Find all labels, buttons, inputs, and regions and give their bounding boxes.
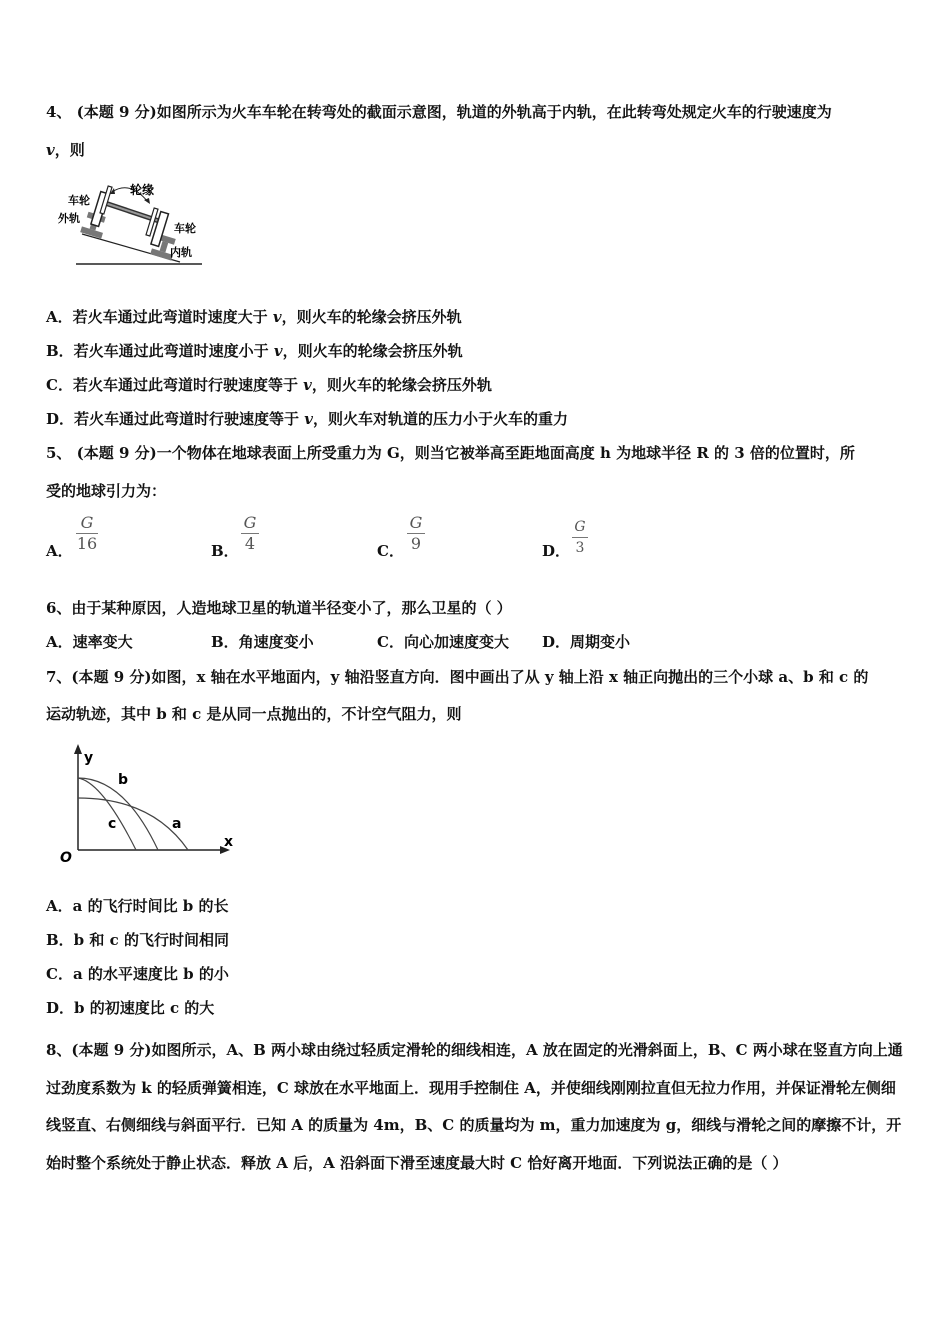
q5-option-a-den: 16 [76, 534, 98, 553]
q7-option-c: C．a 的水平速度比 b 的小 [46, 965, 229, 983]
q4-option-c: C．若火车通过此弯道时行驶速度等于 v，则火车的轮缘会挤压外轨 [46, 376, 492, 394]
q5-option-a-num: G [80, 513, 94, 532]
q7-label-origin: O [60, 850, 72, 866]
q4-stem-line2-rest: ，则 [54, 141, 85, 159]
q5-stem-line1: 5、 (本题 9 分)一个物体在地球表面上所受重力为 G，则当它被举高至距地面高度 h 为地球半径 R 的 3 倍的位置时，所 [46, 444, 855, 462]
q6-option-a: A．速率变大 [46, 633, 133, 651]
q5-option-d-den: 3 [575, 540, 585, 556]
q7-option-b: B．b 和 c 的飞行时间相同 [46, 931, 229, 949]
q6-option-c: C．向心加速度变大 [377, 633, 509, 651]
q5-option-d-num: G [574, 519, 586, 535]
q7-label-x: x [224, 834, 234, 850]
q4-label-inner-rail: 内轨 [170, 246, 192, 259]
q4-label-flange: 轮缘 [130, 183, 155, 197]
q5-stem-line2: 受的地球引力为： [46, 482, 167, 500]
q6-option-d: D．周期变小 [542, 633, 631, 651]
q4-stem-line1: 4、 (本题 9 分)如图所示为火车车轮在转弯处的截面示意图，轨道的外轨高于内轨，在此转弯处规定火车的行驶速度为 [46, 103, 832, 121]
q5-option-c-label: C． [377, 542, 404, 560]
q5-option-b-den: 4 [244, 534, 256, 553]
q7-label-c: c [108, 816, 117, 832]
q7-stem-line1: 7、(本题 9 分)如图，x 轴在水平地面内，y 轴沿竖直方向．图中画出了从 y 轴上沿 x 轴正向抛出的三个小球 a、b 和 c 的 [46, 668, 869, 686]
q5-option-b-label: B． [211, 542, 239, 560]
q4-label-wheel-left: 车轮 [68, 194, 90, 207]
q6-option-b: B．角速度变小 [211, 633, 314, 651]
q7-label-a: a [172, 816, 182, 832]
q4-option-d: D．若火车通过此弯道时行驶速度等于 v，则火车对轨道的压力小于火车的重力 [46, 410, 568, 428]
q7-label-y: y [84, 750, 94, 766]
q5-option-a-label: A． [46, 542, 73, 560]
q6-stem: 6、由于某种原因，人造地球卫星的轨道半径变小了，那么卫星的（ ） [46, 599, 512, 617]
q4-figure-wheel-rail [52, 178, 212, 270]
q4-label-wheel-right: 车轮 [174, 222, 196, 235]
q4-option-a: A．若火车通过此弯道时速度大于 v，则火车的轮缘会挤压外轨 [46, 308, 462, 326]
q7-option-d: D．b 的初速度比 c 的大 [46, 999, 215, 1017]
q5-option-b-num: G [243, 513, 257, 532]
q4-stem-line2 [46, 140, 85, 160]
q4-velocity-symbol: v [46, 141, 55, 159]
q5-option-c-num: G [409, 513, 423, 532]
q7-option-a: A．a 的飞行时间比 b 的长 [46, 897, 229, 915]
q7-stem-line2: 运动轨迹，其中 b 和 c 是从同一点抛出的，不计空气阻力，则 [46, 705, 462, 723]
q7-figure-trajectories [54, 742, 240, 866]
q4-option-b: B．若火车通过此弯道时速度小于 v，则火车的轮缘会挤压外轨 [46, 342, 463, 360]
q8-stem: 8、(本题 9 分)如图所示，A、B 两小球由绕过轻质定滑轮的细线相连，A 放在固定的光滑斜面上，B、C 两小球在竖直方向上通过劲度系数为 k 的轻质弹簧相连，C 球放在水平地面上．现用手控制住 A，并使细线刚刚拉直但无拉力作用，并保证滑轮左侧细线竖直、右侧细线与斜面平行．已知 A 的质量为 4m，B、C 的质量均为 m，重力加速度为 g，细线与滑轮之间的摩擦不计，开始时整个系统处于静止状态．释放 A 后，A 沿斜面下滑至速度最大时 C 恰好离开地面．下列说法正确的是（ ） [46, 1041, 903, 1172]
q4-label-outer-rail: 外轨 [58, 212, 80, 225]
q7-label-b: b [118, 772, 129, 788]
q5-option-d-label: D． [542, 542, 571, 560]
q5-option-c-den: 9 [410, 534, 422, 553]
